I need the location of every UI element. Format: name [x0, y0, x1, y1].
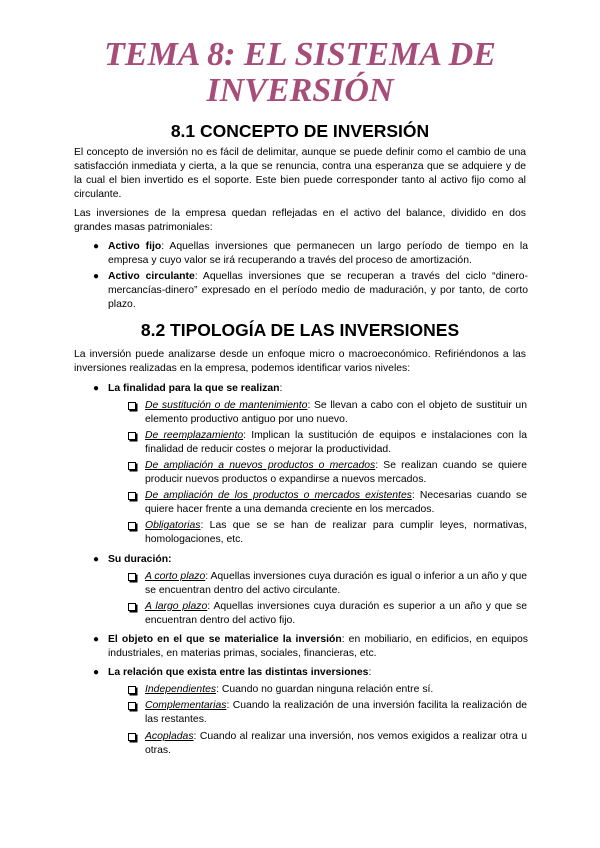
sub-item-text: : Las que se se han de realizar para cumplir leyes, normativas, homologaciones, etc. [145, 520, 527, 545]
bullet-text: : Aquellas inversiones que se recuperan a través del ciclo “dinero-mercancías-dinero” expresado en el período medio de maduración, y por tanto, de corto plazo. [108, 271, 528, 310]
checkbox-bullet-icon [128, 522, 136, 530]
section-2-intro: La inversión puede analizarse desde un enfoque micro o macroeconómico. Refiriéndonos a las inversiones realizadas en la empresa, podemos identificar varios niveles: [74, 349, 526, 374]
sub-item-ampliacion-existentes [145, 489, 527, 517]
checkbox-bullet-icon [128, 462, 136, 470]
bullet-text: : Aquellas inversiones que permanecen un largo período de tiempo en la empresa y cuyo valor se irá recuperando a través del proceso de amortización. [108, 241, 528, 266]
sub-item-largo-plazo [145, 600, 527, 628]
bullet-icon: ● [92, 554, 100, 565]
checkbox-bullet-icon [128, 492, 136, 500]
bullet-icon: ● [92, 271, 100, 282]
section-2-heading: 8.2 TIPOLOGÍA DE LAS INVERSIONES [140, 320, 460, 340]
checkbox-bullet-icon [128, 573, 136, 581]
checkbox-bullet-icon [128, 702, 136, 710]
sub-item-term: Independientes [145, 684, 217, 695]
section-1-heading: 8.1 CONCEPTO DE INVERSIÓN [170, 121, 430, 141]
sub-item-acopladas [145, 730, 527, 758]
section-1-paragraph-2: Las inversiones de la empresa quedan reflejadas en el activo del balance, dividido en dos grandes masas patrimoniales: [74, 208, 526, 233]
sub-item-term: De sustitución o de mantenimiento [145, 400, 308, 411]
sub-item-obligatorias [145, 519, 527, 547]
sub-item-term: De ampliación a nuevos productos o mercados [145, 460, 376, 471]
sub-item-complementarias [145, 699, 527, 727]
page-title-line-2: INVERSIÓN [206, 72, 394, 109]
sub-item-text: : Cuando al realizar una inversión, nos vemos exigidos a realizar otra u otras. [145, 731, 527, 756]
sub-item-text: : Cuando la realización de una inversión facilita la realización de las restantes. [145, 700, 527, 725]
bullet-label: La finalidad para la que se realizan [108, 383, 280, 394]
sub-item-text: : Implican la sustitución de equipos e instalaciones con la finalidad de reducir costes o mejorar la productividad. [145, 430, 528, 455]
sub-item-text: : Aquellas inversiones cuya duración es igual o inferior a un año y que se encuentran dentro del activo circulante. [145, 571, 527, 596]
bullet-label: La relación que exista entre las distintas inversiones [108, 667, 369, 678]
checkbox-bullet-icon [128, 686, 136, 694]
sub-item-text: : Cuando no guardan ninguna relación entre sí. [216, 684, 434, 695]
bullet-term: Activo fijo [108, 241, 162, 252]
bullet-text: : en mobiliario, en edificios, en equipos industriales, en materias primas, sociales, financieras, etc. [108, 634, 528, 659]
bullet-suffix: : [279, 383, 283, 394]
checkbox-bullet-icon [128, 432, 136, 440]
sub-item-term: Obligatorias [145, 520, 201, 531]
sub-item-ampliacion-nuevos [145, 459, 527, 487]
sub-item-text: : Se llevan a cabo con el objeto de sustituir un elemento productivo antiguo por uno nuevo. [145, 400, 527, 425]
checkbox-bullet-icon [128, 603, 136, 611]
bullet-term: Activo circulante [108, 271, 195, 282]
bullet-icon: ● [92, 241, 100, 252]
sub-item-independientes [145, 683, 527, 697]
bullet-activo-fijo [92, 240, 528, 268]
bullet-icon: ● [92, 383, 100, 394]
sub-item-text: : Aquellas inversiones cuya duración es superior a un año y que se encuentran dentro del activo fijo. [145, 601, 527, 626]
sub-item-corto-plazo [145, 570, 527, 598]
bullet-relacion [92, 666, 528, 680]
sub-item-text: : Se realizan cuando se quiere producir nuevos productos o expandirse a nuevos mercados. [145, 460, 527, 485]
section-1-paragraph-1: El concepto de inversión no es fácil de delimitar, aunque se puede definir como el cambio de una satisfacción inmediata y cierta, a la que se renuncia, contra una esperanza que se adquiere y de la cual el bien invertido es el soporte. Este bien puede corresponder tanto al activo fijo como al circulante. [74, 147, 526, 200]
checkbox-bullet-icon [128, 402, 136, 410]
sub-item-term: A corto plazo [145, 571, 206, 582]
checkbox-bullet-icon [128, 733, 136, 741]
bullet-label: Su duración: [108, 554, 172, 565]
bullet-label: El objeto en el que se materialice la inversión [108, 634, 342, 645]
page-title-line-1: TEMA 8: EL SISTEMA DE [104, 36, 496, 73]
bullet-activo-circulante [92, 270, 528, 312]
sub-item-term: A largo plazo [145, 601, 208, 612]
bullet-finalidad [92, 382, 528, 396]
sub-item-sustitucion [145, 399, 527, 427]
sub-item-reemplazamiento [145, 429, 527, 457]
sub-item-term: De reemplazamiento [145, 430, 244, 441]
bullet-suffix: : [368, 667, 372, 678]
bullet-objeto [92, 633, 528, 661]
bullet-icon: ● [92, 634, 100, 645]
sub-item-term: De ampliación de los productos o mercados existentes [145, 490, 412, 501]
bullet-duracion [92, 553, 528, 567]
sub-item-term: Complementarias [145, 700, 227, 711]
bullet-icon: ● [92, 667, 100, 678]
sub-item-text: : Necesarias cuando se quiere hacer frente a una demanda creciente en los mercados. [145, 490, 527, 515]
sub-item-term: Acopladas [145, 731, 194, 742]
